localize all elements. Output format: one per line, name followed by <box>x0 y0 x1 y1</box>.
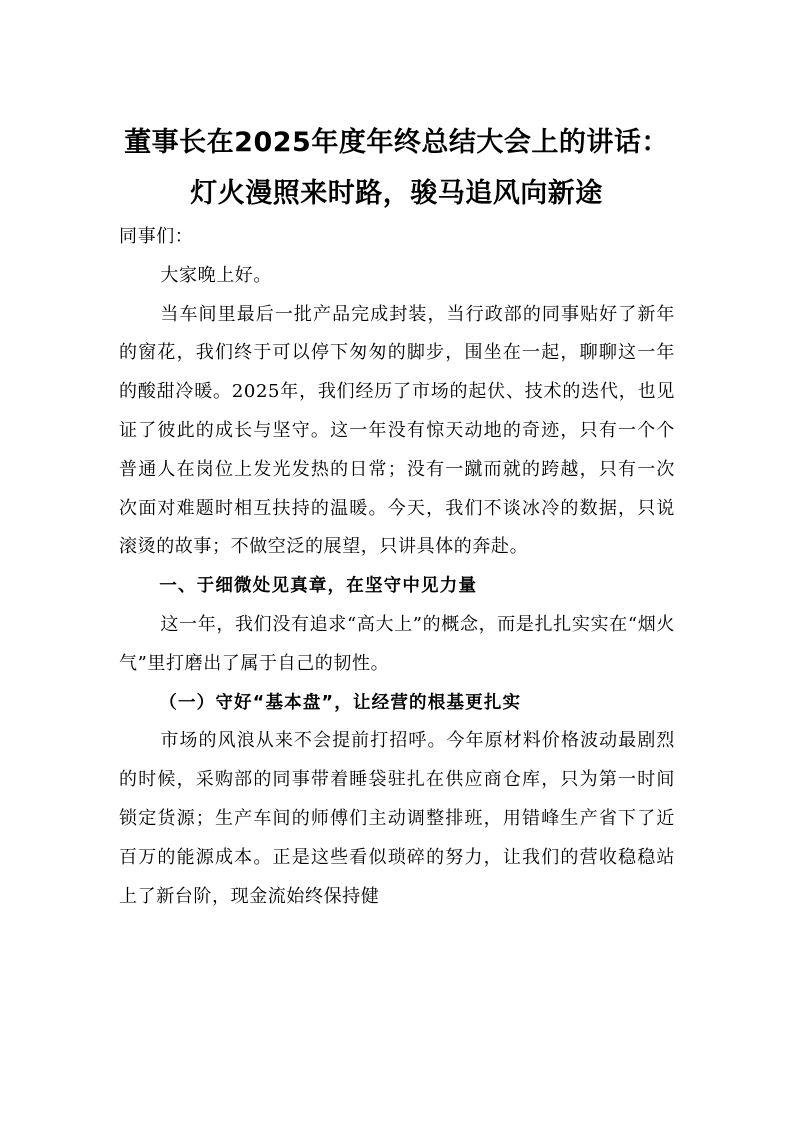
section-heading-1: 一、于细微处见真章，在坚守中见力量 <box>159 576 478 597</box>
subsection-1-paragraph: 市场的风浪从来不会提前打招呼。今年原材料价格波动最剧烈的时候，采购部的同事带着睡袋驻扎在供应商仓库，只为第一时间锁定货源；生产车间的师傅们主动调整排班，用错峰生产省下了近百万的能源成本。正是这些看似琐碎的努力，让我们的营收稳稳站上了新台阶，现金流始终保持健 <box>119 730 675 907</box>
document-body <box>119 218 675 916</box>
intro-paragraph: 当车间里最后一批产品完成封装，当行政部的同事贴好了新年的窗花，我们终于可以停下匆匆的脚步，围坐在一起，聊聊这一年的酸甜冷暖。2025年，我们经历了市场的起伏、技术的迭代，也见证了彼此的成长与坚守。这一年没有惊天动地的奇迹，只有一个个普通人在岗位上发光发热的日常；没有一蹴而就的跨越，只有一次次面对难题时相互扶持的温暖。今天，我们不谈冰冷的数据，只说滚烫的故事；不做空泛的展望，只讲具体的奔赴。 <box>119 303 675 558</box>
document-title-line-2: 灯火漫照来时路，骏马追风向新途 <box>190 178 603 209</box>
section-1-paragraph: 这一年，我们没有追求“高大上”的概念，而是扎扎实实在“烟火气”里打磨出了属于自己的韧性。 <box>119 613 675 674</box>
document-title-line-1: 董事长在2025年度年终总结大会上的讲话： <box>124 127 669 158</box>
subsection-heading-1: （一）守好“基本盘”，让经营的根基更扎实 <box>159 692 522 713</box>
salutation: 同事们： <box>119 226 194 247</box>
greeting-paragraph: 大家晚上好。 <box>160 264 272 286</box>
